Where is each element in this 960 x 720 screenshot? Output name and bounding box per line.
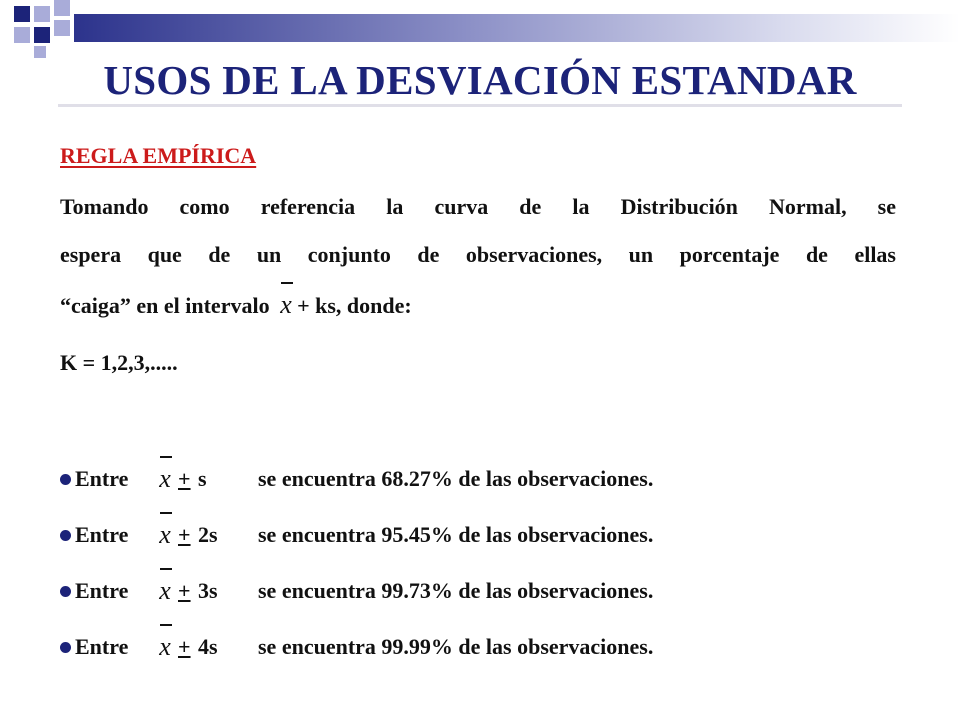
header-square-5 xyxy=(34,27,50,43)
section-subtitle: REGLA EMPÍRICA xyxy=(60,143,257,168)
paragraph-line-3-end: + ks, donde: xyxy=(297,293,412,318)
header-square-1 xyxy=(14,6,30,22)
rule-description: se encuentra 99.99% de las observaciones. xyxy=(258,634,654,659)
rule-description: se encuentra 95.45% de las observaciones. xyxy=(258,522,654,547)
rule-description: se encuentra 68.27% de las observaciones. xyxy=(258,466,654,491)
rule-item xyxy=(60,464,800,494)
rule-multiplier: 2s xyxy=(198,522,218,547)
slide-title: USOS DE LA DESVIACIÓN ESTANDAR xyxy=(103,57,857,103)
bullet-dot-icon xyxy=(60,474,71,485)
plus-minus-sign: + xyxy=(178,578,191,603)
header-gradient-bar xyxy=(74,14,960,42)
paragraph-line-2: espera que de un conjunto de observaciones, un porcentaje de ellas xyxy=(60,242,896,267)
plus-minus-sign: + xyxy=(178,466,191,491)
header-square-2 xyxy=(34,6,50,22)
rule-label: Entre xyxy=(75,522,129,547)
bullet-dot-icon xyxy=(60,530,71,541)
header-square-4 xyxy=(14,27,30,43)
xbar-symbol: x xyxy=(275,290,297,320)
header-square-3 xyxy=(54,0,70,16)
paragraph-line-3-start: “caiga” en el intervalo xyxy=(60,293,276,318)
xbar-symbol: x xyxy=(154,632,176,662)
rule-label: Entre xyxy=(75,466,129,491)
plus-minus-sign: + xyxy=(178,522,191,547)
paragraph-line-3 xyxy=(60,290,896,321)
rule-multiplier: 3s xyxy=(198,578,218,603)
xbar-symbol: x xyxy=(154,576,176,606)
rule-description: se encuentra 99.73% de las observaciones. xyxy=(258,578,654,603)
k-values: K = 1,2,3,..... xyxy=(60,350,178,375)
bullet-dot-icon xyxy=(60,586,71,597)
rule-item xyxy=(60,632,800,662)
xbar-symbol: x xyxy=(154,464,176,494)
rule-label: Entre xyxy=(75,634,129,659)
rule-multiplier: 4s xyxy=(198,634,218,659)
rule-item xyxy=(60,576,800,606)
rule-label: Entre xyxy=(75,578,129,603)
rule-multiplier: s xyxy=(198,466,207,491)
xbar-symbol: x xyxy=(154,520,176,550)
plus-minus-sign: + xyxy=(178,634,191,659)
title-divider xyxy=(58,104,902,107)
header-square-6 xyxy=(54,20,70,36)
bullet-dot-icon xyxy=(60,642,71,653)
rule-item xyxy=(60,520,800,550)
paragraph-line-1: Tomando como referencia la curva de la Distribución Normal, se xyxy=(60,194,896,219)
